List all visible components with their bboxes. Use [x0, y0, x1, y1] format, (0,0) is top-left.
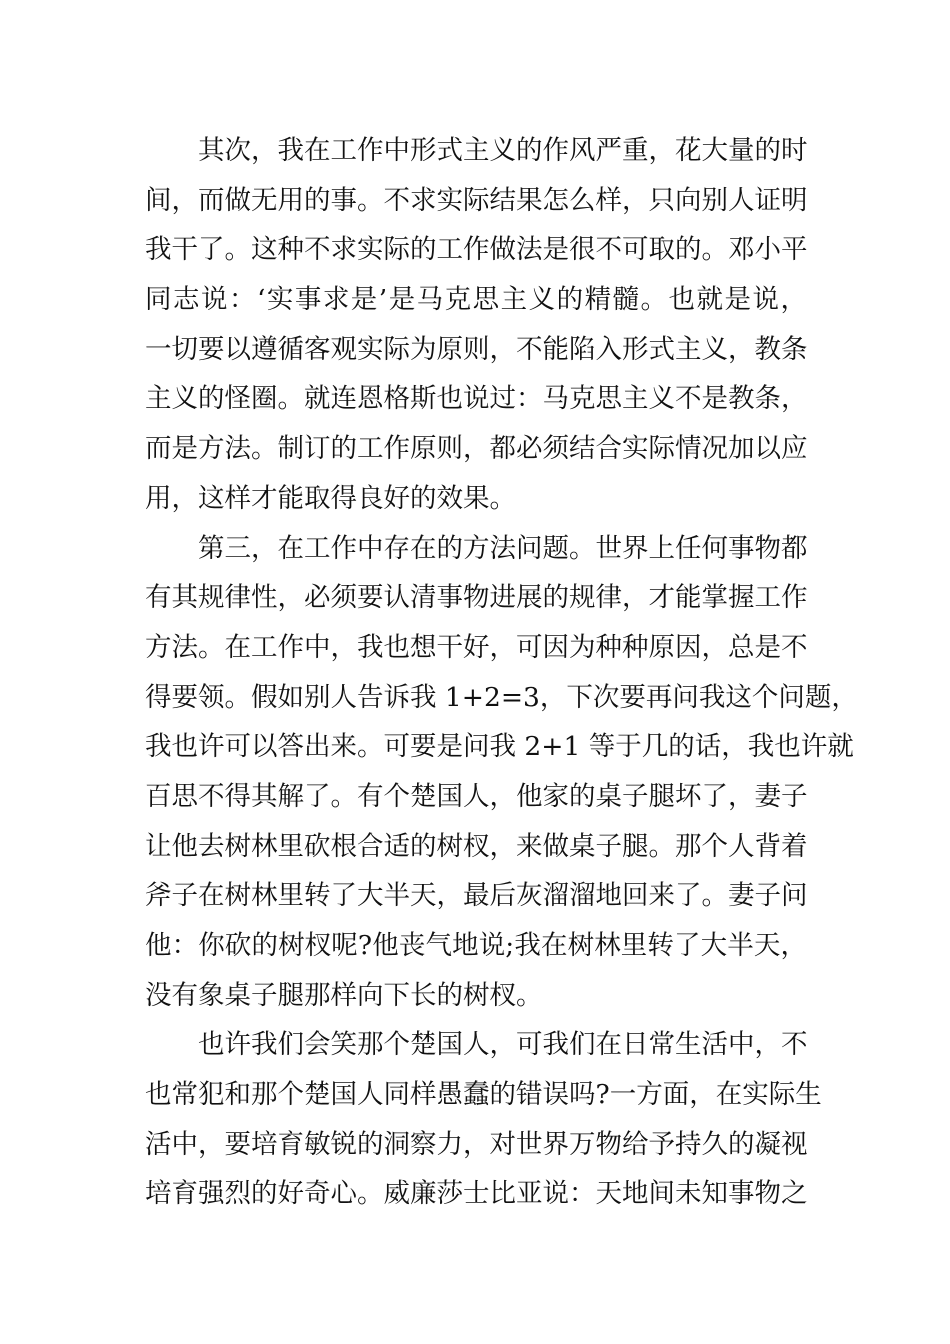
text-line: 同志说：‘实事求是’是马克思主义的精髓。也就是说， — [145, 284, 807, 316]
text-line: 也许我们会笑那个楚国人，可我们在日常生活中，不 — [198, 1029, 808, 1061]
text-line: 有其规律性，必须要认清事物进展的规律，才能掌握工作 — [145, 582, 808, 614]
text-line: 其次，我在工作中形式主义的作风严重，花大量的时 — [198, 135, 808, 166]
text-line: 方法。在工作中，我也想干好，可因为种种原因，总是不 — [145, 631, 808, 663]
text-line: 也常犯和那个楚国人同样愚蠢的错误吗?一方面，在实际生 — [145, 1079, 822, 1111]
text-line: 让他去树林里砍根合适的树杈，来做桌子腿。那个人背着 — [145, 830, 808, 862]
text-line: 第三，在工作中存在的方法问题。世界上任何事物都 — [198, 532, 808, 564]
text-line: 间，而做无用的事。不求实际结果怎么样，只向别人证明 — [145, 184, 808, 216]
text-line: 他：你砍的树杈呢?他丧气地说;我在树林里转了大半天， — [145, 930, 807, 961]
text-line: 培育强烈的好奇心。威廉莎士比亚说：天地间未知事物之 — [145, 1178, 808, 1210]
text-line: 一切要以遵循客观实际为原则，不能陷入形式主义，教条 — [145, 333, 808, 365]
paragraph-method-problem — [145, 524, 858, 1021]
text-line: 我也许可以答出来。可要是问我 2+1 等于几的话，我也许就 — [145, 731, 854, 763]
paragraph-formalism — [145, 126, 807, 524]
text-line: 主义的怪圈。就连恩格斯也说过：马克思主义不是教条， — [145, 383, 808, 415]
text-line: 斧子在树林里转了大半天，最后灰溜溜地回来了。妻子问 — [145, 880, 808, 912]
text-line: 用，这样才能取得良好的效果。 — [145, 482, 516, 514]
text-line: 百思不得其解了。有个楚国人，他家的桌子腿坏了，妻子 — [145, 780, 808, 812]
text-line: 而是方法。制订的工作原则，都必须结合实际情况加以应 — [145, 433, 808, 465]
text-line: 我干了。这种不求实际的工作做法是很不可取的。邓小平 — [145, 234, 808, 266]
text-line: 得要领。假如别人告诉我 1+2=3，下次要再问我这个问题， — [145, 681, 858, 713]
paragraph-chu-man — [145, 1020, 822, 1219]
document-page — [145, 126, 858, 1219]
text-line: 没有象桌子腿那样向下长的树杈。 — [145, 979, 543, 1011]
text-line: 活中，要培育敏锐的洞察力，对世界万物给予持久的凝视 — [145, 1128, 808, 1160]
